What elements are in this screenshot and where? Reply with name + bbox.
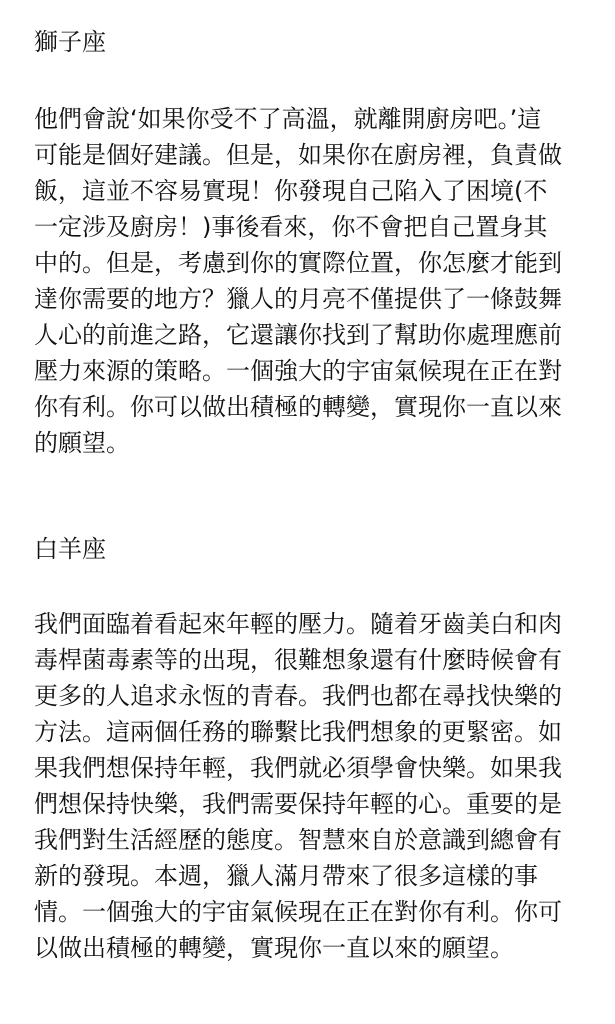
text-line: 達你需要的地方？獵人的月亮不僅提供了一條鼓舞 bbox=[34, 285, 562, 313]
text-line: 更多的人追求永恆的青春。我們也都在尋找快樂的 bbox=[34, 682, 562, 710]
leo-paragraph bbox=[34, 101, 594, 461]
text-line: 我們面臨着看起來年輕的壓力。隨着牙齒美白和肉 bbox=[34, 610, 562, 638]
text-line: 人心的前進之路，它還讓你找到了幫助你處理應前 bbox=[34, 321, 562, 349]
leo-title: 獅子座 bbox=[34, 28, 106, 56]
text-line: 我們對生活經歷的態度。智慧來自於意識到總會有 bbox=[34, 826, 562, 854]
text-line: 毒桿菌毒素等的出現，很難想象還有什麼時候會有 bbox=[34, 646, 562, 674]
aries-paragraph bbox=[34, 606, 594, 966]
text-line: 的願望。 bbox=[34, 429, 130, 457]
text-line: 壓力來源的策略。一個強大的宇宙氣候現在正在對 bbox=[34, 357, 562, 385]
text-line: 果我們想保持年輕，我們就必須學會快樂。如果我 bbox=[34, 754, 562, 782]
aries-title: 白羊座 bbox=[34, 535, 106, 563]
text-line: 一定涉及廚房！)事後看來，你不會把自己置身其 bbox=[34, 213, 548, 241]
text-line: 你有利。你可以做出積極的轉變，實現你一直以來 bbox=[34, 393, 562, 421]
text-line: 中的。但是，考慮到你的實際位置，你怎麼才能到 bbox=[34, 249, 562, 277]
text-line: 他們會說‘如果你受不了高溫，就離開廚房吧。’這 bbox=[34, 105, 542, 133]
text-line: 新的發現。本週，獵人滿月帶來了很多這樣的事 bbox=[34, 862, 538, 890]
text-line: 們想保持快樂，我們需要保持年輕的心。重要的是 bbox=[34, 790, 562, 818]
text-line: 情。一個強大的宇宙氣候現在正在對你有利。你可 bbox=[34, 898, 562, 926]
text-line: 飯，這並不容易實現！你發現自己陷入了困境(不 bbox=[34, 177, 548, 205]
text-line: 以做出積極的轉變，實現你一直以來的願望。 bbox=[34, 934, 514, 962]
text-line: 方法。這兩個任務的聯繫比我們想象的更緊密。如 bbox=[34, 718, 562, 746]
text-line: 可能是個好建議。但是，如果你在廚房裡，負責做 bbox=[34, 141, 562, 169]
